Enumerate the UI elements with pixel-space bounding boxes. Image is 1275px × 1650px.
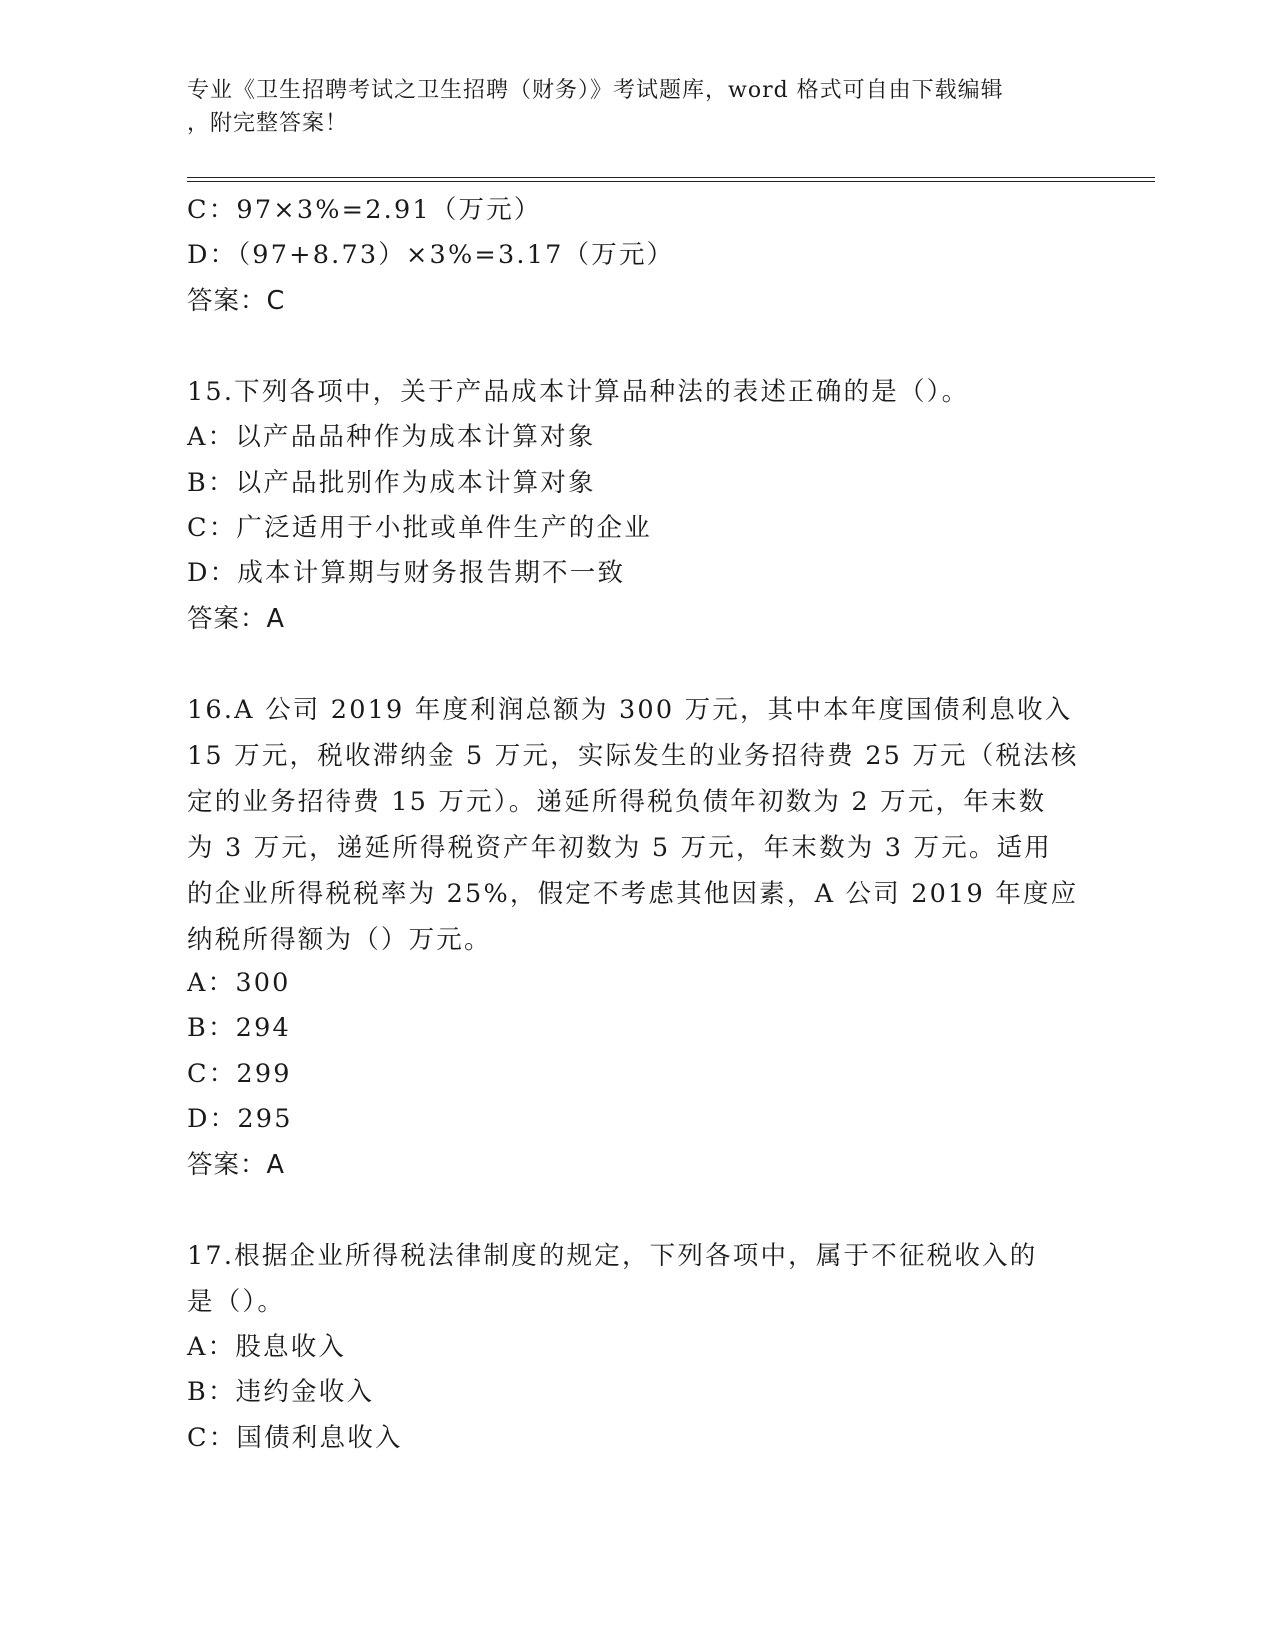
q16-answer: 答案：A <box>187 1150 285 1180</box>
q17-stem-line: 是（）。 <box>187 1287 286 1317</box>
q16-stem-line: 为 3 万元，递延所得税资产年初数为 5 万元，年末数为 3 万元。适用 <box>187 833 1053 863</box>
q15-answer: 答案：A <box>187 604 285 634</box>
document-header <box>187 74 1077 140</box>
header-line-2: ，附完整答案！ <box>187 111 349 136</box>
q14-option-d: D：（97+8.73）×3%=3.17（万元） <box>187 240 675 270</box>
q17-stem-line: 17.根据企业所得税法律制度的规定，下列各项中，属于不征税收入的 <box>187 1241 1038 1271</box>
q14-option-c: C：97×3%=2.91（万元） <box>187 195 542 225</box>
q17-stem <box>187 1233 1087 1325</box>
q17-option-a: A：股息收入 <box>187 1332 347 1362</box>
q15-option-c: C：广泛适用于小批或单件生产的企业 <box>187 513 652 543</box>
q16-option-b: B：294 <box>187 1013 291 1043</box>
q16-option-c: C：299 <box>187 1059 292 1089</box>
header-divider-bottom <box>187 181 1155 182</box>
q15-option-d: D：成本计算期与财务报告期不一致 <box>187 558 626 588</box>
q16-stem <box>187 687 1087 963</box>
q16-option-a: A：300 <box>187 968 291 998</box>
q15-stem: 15.下列各项中，关于产品成本计算品种法的表述正确的是（）。 <box>187 377 970 407</box>
q15-option-b: B：以产品批别作为成本计算对象 <box>187 468 596 498</box>
q16-stem-line: 16.A 公司 2019 年度利润总额为 300 万元，其中本年度国债利息收入 <box>187 695 1073 725</box>
q16-stem-line: 的企业所得税税率为 25%，假定不考虑其他因素，A 公司 2019 年度应 <box>187 879 1079 909</box>
q16-stem-line: 15 万元，税收滞纳金 5 万元，实际发生的业务招待费 25 万元（税法核 <box>187 741 1079 771</box>
q17-option-c: C：国债利息收入 <box>187 1423 403 1453</box>
q16-stem-line: 定的业务招待费 15 万元）。递延所得税负债年初数为 2 万元，年末数 <box>187 787 1047 817</box>
header-divider-top <box>187 177 1155 178</box>
q16-option-d: D：295 <box>187 1104 293 1134</box>
q17-option-b: B：违约金收入 <box>187 1377 375 1407</box>
header-line-1: 专业《卫生招聘考试之卫生招聘（财务）》考试题库，word 格式可自由下载编辑 <box>187 78 1004 103</box>
q14-answer: 答案：C <box>187 286 286 316</box>
q15-option-a: A：以产品品种作为成本计算对象 <box>187 422 596 452</box>
q16-stem-line: 纳税所得额为（）万元。 <box>187 925 492 955</box>
